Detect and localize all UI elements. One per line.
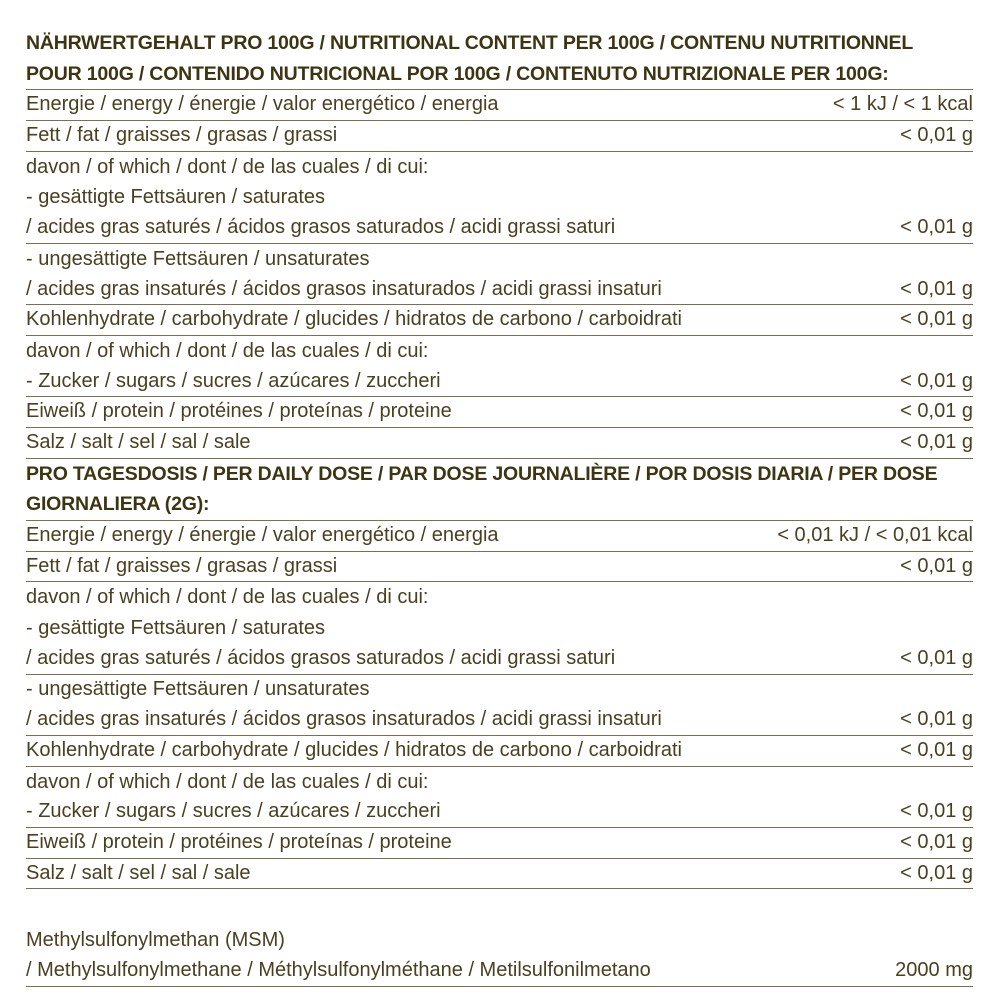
table-row	[26, 705, 973, 736]
nutrient-value: < 0,01 g	[900, 308, 973, 331]
nutrient-label: / acides gras saturés / ácidos grasos saturados / acidi grassi saturi	[26, 646, 616, 669]
nutrition-facts-sheet	[26, 28, 973, 987]
nutrient-label: - Zucker / sugars / sucres / azúcares / zuccheri	[26, 369, 441, 392]
table-row	[26, 152, 973, 183]
nutrient-value: < 0,01 g	[900, 800, 973, 823]
table-row	[26, 367, 973, 398]
active-ingredient-translations: / Methylsulfonylmethane / Méthylsulfonylméthane / Metilsulfonilmetano	[26, 958, 651, 981]
table-row	[26, 828, 973, 859]
nutrient-value: < 0,01 g	[900, 646, 973, 669]
nutrient-label: / acides gras insaturés / ácidos grasos insaturados / acidi grassi insaturi	[26, 277, 662, 300]
active-ingredient-name: Methylsulfonylmethan (MSM)	[26, 929, 285, 952]
table-row	[26, 244, 973, 275]
table-row	[26, 582, 973, 613]
nutrient-value: < 0,01 g	[900, 554, 973, 577]
nutrient-label: davon / of which / dont / de las cuales / di cui:	[26, 586, 429, 609]
nutrient-label: / acides gras saturés / ácidos grasos saturados / acidi grassi saturi	[26, 216, 616, 239]
nutrient-label: Eiweiß / protein / protéines / proteínas / proteine	[26, 400, 452, 423]
nutrient-label: Fett / fat / graisses / grasas / grassi	[26, 554, 338, 577]
nutrient-label: Eiweiß / protein / protéines / proteínas / proteine	[26, 830, 452, 853]
nutrient-label: davon / of which / dont / de las cuales / di cui:	[26, 155, 429, 178]
table-row	[26, 397, 973, 428]
nutrient-value: < 0,01 g	[900, 400, 973, 423]
table-row	[26, 859, 973, 890]
table-row	[26, 675, 973, 706]
table-row	[26, 428, 973, 459]
table-row	[26, 736, 973, 767]
table-row	[26, 797, 973, 828]
nutrient-label: - ungesättigte Fettsäuren / unsaturates	[26, 678, 370, 701]
table-row	[26, 213, 973, 244]
table-row	[26, 121, 973, 152]
heading-per-daily-dose-line1: PRO TAGESDOSIS / PER DAILY DOSE / PAR DOSE JOURNALIÈRE / POR DOSIS DIARIA / PER DOSE	[26, 462, 938, 485]
nutrient-value: < 0,01 g	[900, 861, 973, 884]
nutrient-label: davon / of which / dont / de las cuales / di cui:	[26, 770, 429, 793]
nutrient-value: < 0,01 g	[900, 277, 973, 300]
nutrient-label: - Zucker / sugars / sucres / azúcares / zuccheri	[26, 800, 441, 823]
heading-per-100g-line2: POUR 100G / CONTENIDO NUTRICIONAL POR 100G / CONTENUTO NUTRIZIONALE PER 100G:	[26, 62, 889, 85]
heading-per-daily-dose-line2: GIORNALIERA (2G):	[26, 493, 210, 516]
nutrient-value: < 1 kJ / < 1 kcal	[832, 93, 973, 116]
nutrient-value: < 0,01 g	[900, 708, 973, 731]
heading-per-daily-dose	[26, 459, 973, 521]
table-row	[26, 644, 973, 675]
nutrient-label: / acides gras insaturés / ácidos grasos insaturados / acidi grassi insaturi	[26, 708, 662, 731]
heading-per-100g	[26, 28, 973, 90]
table-row	[26, 767, 973, 798]
nutrient-value: < 0,01 g	[900, 738, 973, 761]
table-row	[26, 305, 973, 336]
nutrient-value: < 0,01 g	[900, 430, 973, 453]
nutrient-value: < 0,01 g	[900, 830, 973, 853]
nutrient-label: davon / of which / dont / de las cuales / di cui:	[26, 339, 429, 362]
heading-per-100g-line1: NÄHRWERTGEHALT PRO 100G / NUTRITIONAL CONTENT PER 100G / CONTENU NUTRITIONNEL	[26, 32, 914, 54]
nutrient-label: Energie / energy / énergie / valor energético / energia	[26, 524, 499, 547]
table-row	[26, 613, 973, 644]
nutrient-label: Energie / energy / énergie / valor energético / energia	[26, 93, 499, 116]
active-ingredient-amount: 2000 mg	[895, 958, 973, 981]
active-ingredient-row	[26, 956, 973, 987]
table-row	[26, 552, 973, 583]
table-row	[26, 521, 973, 552]
nutrient-value: < 0,01 kJ / < 0,01 kcal	[777, 524, 973, 547]
nutrient-label: Salz / salt / sel / sal / sale	[26, 430, 251, 453]
section-spacer	[26, 889, 973, 925]
nutrient-label: - ungesättigte Fettsäuren / unsaturates	[26, 247, 370, 270]
table-row	[26, 336, 973, 367]
nutrient-label: Kohlenhydrate / carbohydrate / glucides / hidratos de carbono / carboidrati	[26, 308, 682, 331]
nutrient-label: - gesättigte Fettsäuren / saturates	[26, 186, 326, 209]
table-row	[26, 182, 973, 213]
nutrient-value: < 0,01 g	[900, 369, 973, 392]
nutrient-label: Fett / fat / graisses / grasas / grassi	[26, 124, 338, 147]
table-per-100g	[26, 90, 973, 458]
table-row	[26, 90, 973, 121]
table-row	[26, 275, 973, 306]
table-per-daily-dose	[26, 521, 973, 889]
nutrient-value: < 0,01 g	[900, 124, 973, 147]
nutrient-label: Salz / salt / sel / sal / sale	[26, 861, 251, 884]
nutrient-label: Kohlenhydrate / carbohydrate / glucides / hidratos de carbono / carboidrati	[26, 738, 682, 761]
nutrient-label: - gesättigte Fettsäuren / saturates	[26, 617, 326, 640]
nutrient-value: < 0,01 g	[900, 216, 973, 239]
